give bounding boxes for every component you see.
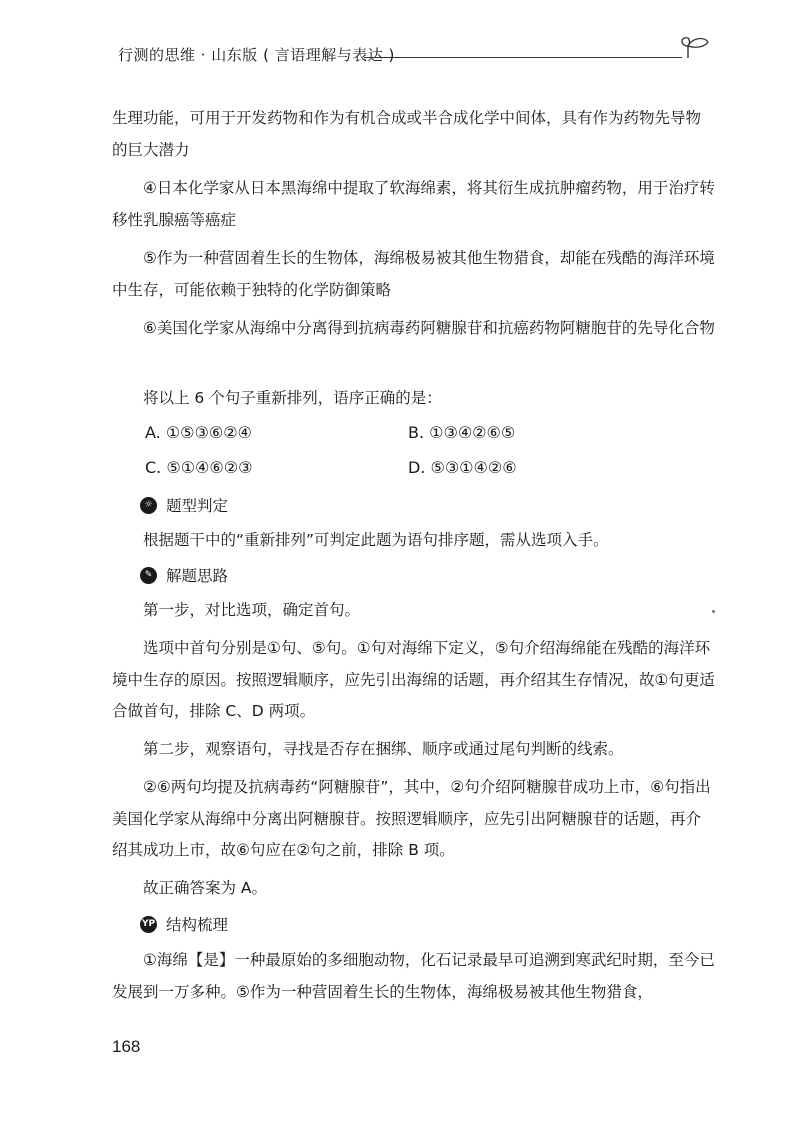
option-b: B. ①③④②⑥⑤ <box>408 423 516 442</box>
section-structure <box>140 913 228 935</box>
scan-speck <box>712 610 715 613</box>
step-1: 第一步，对比选项，确定首句。 <box>143 601 361 619</box>
page-number: 168 <box>112 1037 141 1056</box>
tree-icon: YP <box>140 916 157 933</box>
step-2-detail: ②⑥两句均提及抗病毒药“阿糖腺苷”，其中，②句介绍阿糖腺苷成功上市，⑥句指出美国化学家从海绵中分离出阿糖腺苷。按照逻辑顺序，应先引出阿糖腺苷的话题，再介绍其成功上市，故⑥句应在②句之前，排除 B 项。 <box>112 778 711 859</box>
section-title: 结构梳理 <box>166 916 229 934</box>
sprout-icon <box>678 30 712 60</box>
step-2: 第二步，观察语句，寻找是否存在捆绑、顺序或通过尾句判断的线索。 <box>143 740 624 758</box>
section-title: 题型判定 <box>166 497 229 515</box>
option-c: C. ⑤①④⑥②③ <box>145 458 253 477</box>
pencil-icon: ✎ <box>140 567 157 584</box>
structure-body: ①海绵【是】一种最原始的多细胞动物，化石记录最早可追溯到寒武纪时期，至今已发展到一万多种。⑤作为一种营固着生长的生物体，海绵极易被其他生物猎食， <box>112 951 715 1001</box>
section-title: 解题思路 <box>166 567 229 585</box>
sentence-6: ⑥美国化学家从海绵中分离得到抗病毒药阿糖腺苷和抗癌药物阿糖胞苷的先导化合物 <box>143 319 715 337</box>
question-prompt: 将以上 6 个句子重新排列，语序正确的是： <box>143 389 442 407</box>
section-solution-approach <box>140 564 228 586</box>
running-header: 行测的思维 · 山东版 ( 言语理解与表达 ) <box>118 46 395 64</box>
step-1-detail: 选项中首句分别是①句、⑤句。①句对海绵下定义，⑤句介绍海绵能在残酷的海洋环境中生存的原因。按照逻辑顺序，应先引出海绵的话题，再介绍其生存情况，故①句更适合做首句，排除 C、D 两项。 <box>112 639 715 720</box>
sun-icon: ☼ <box>140 497 157 514</box>
option-d: D. ⑤③①④②⑥ <box>408 458 517 477</box>
answer-line: 故正确答案为 A。 <box>143 879 268 897</box>
header-rule <box>364 57 682 58</box>
option-a: A. ①⑤③⑥②④ <box>145 423 252 442</box>
sentence-4: ④日本化学家从日本黑海绵中提取了软海绵素，将其衍生成抗肿瘤药物，用于治疗转移性乳腺癌等癌症 <box>112 179 715 229</box>
sentence-5: ⑤作为一种营固着生长的生物体，海绵极易被其他生物猎食，却能在残酷的海洋环境中生存，可能依赖于独特的化学防御策略 <box>112 249 715 299</box>
section-question-type-body: 根据题干中的“重新排列”可判定此题为语句排序题，需从选项入手。 <box>143 531 609 549</box>
paragraph-continuation: 生理功能，可用于开发药物和作为有机合成或半合成化学中间体，具有作为药物先导物的巨大潜力 <box>112 109 702 159</box>
section-question-type <box>140 494 228 516</box>
